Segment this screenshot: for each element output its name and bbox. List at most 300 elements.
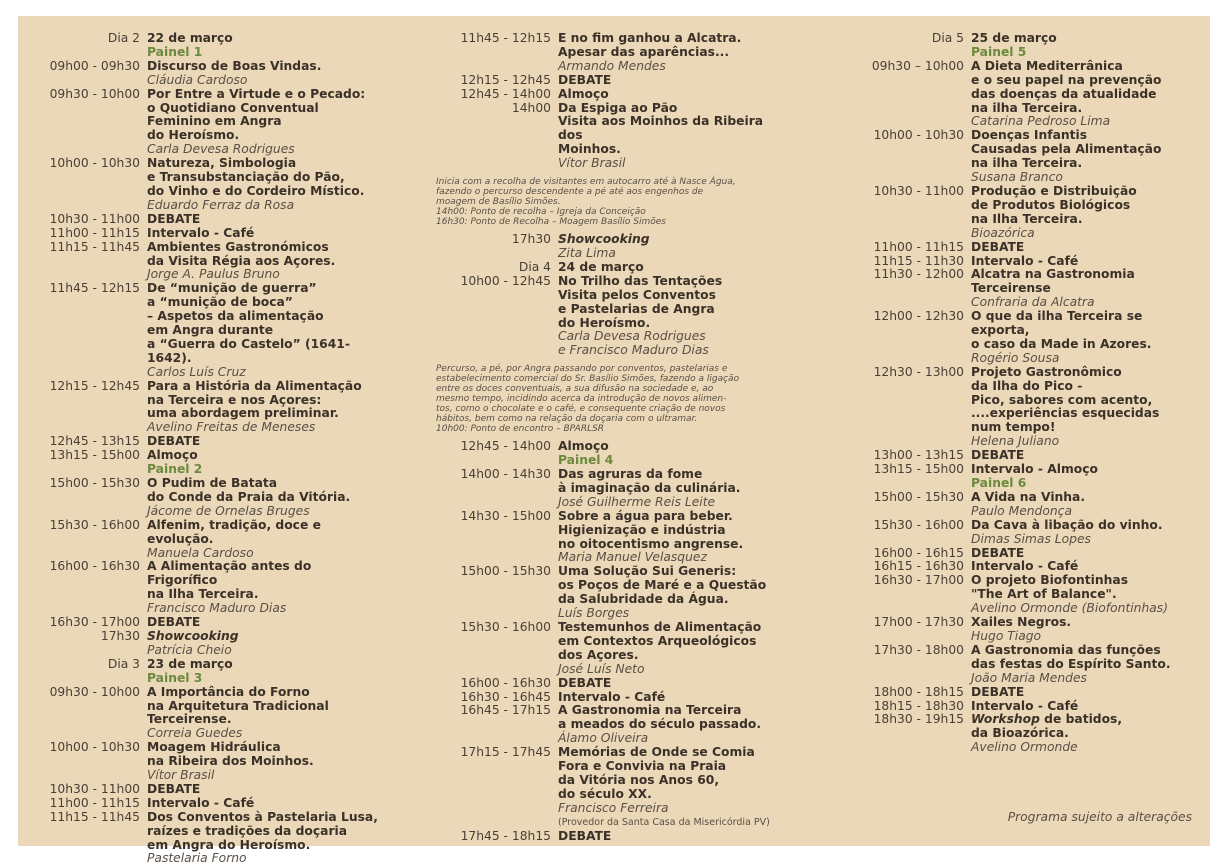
- session-time: 17h30: [511, 232, 551, 247]
- session-row: [436, 74, 788, 88]
- session-body: [551, 74, 788, 88]
- session-title: E no fim ganhou a Alcatra. Apesar das aparências...: [558, 31, 742, 59]
- session-title: Sobre a água para beber. Higienização e indústria no oitocentismo angrense.: [558, 508, 744, 551]
- session-row: [36, 241, 378, 283]
- session-row: [436, 275, 788, 358]
- session-title: Das agruras da fome à imaginação da culinária.: [558, 467, 741, 495]
- session-time: 11h00 - 11h15: [49, 225, 140, 240]
- session-title: Para a História da Alimentação na Terceira e nos Açores: uma abordagem preliminar.: [147, 378, 362, 421]
- session-time: 18h30 - 19h15: [873, 712, 964, 727]
- session-title: Dos Conventos à Pastelaria Lusa, raízes e tradições da doçaria em Angra do Heroísmo.: [147, 809, 378, 852]
- session-row: [36, 213, 378, 227]
- session-speaker: Catarina Pedroso Lima: [971, 114, 1111, 129]
- session-title: Projeto Gastronômico da Ilha do Pico - Pico, sabores com acento, ....experiências esquecidas num tempo!: [971, 364, 1160, 435]
- session-speaker: Helena Juliano: [971, 434, 1060, 449]
- session-row: [842, 185, 1194, 241]
- session-body: [140, 380, 378, 436]
- session-title: DEBATE: [558, 828, 612, 843]
- session-time: 16h45 - 17h15: [460, 703, 551, 718]
- day-label: Dia 3: [107, 656, 140, 671]
- session-row: [436, 677, 788, 691]
- session-row: [436, 102, 788, 172]
- session-time: 14h00 - 14h30: [460, 467, 551, 482]
- session-time: 17h00 - 17h30: [873, 615, 964, 630]
- session-time: 12h00 - 12h30: [873, 309, 964, 324]
- session-row: [436, 440, 788, 454]
- session-title: A Gastronomia das funções das festas do Espírito Santo.: [971, 642, 1171, 671]
- session-title: DEBATE: [558, 72, 612, 87]
- session-speaker: Maria Manuel Velasquez: [558, 550, 707, 565]
- session-body: [551, 565, 788, 621]
- session-time: 15h00 - 15h30: [460, 564, 551, 579]
- session-title: Produção e Distribuição de Produtos Biológicos na Ilha Terceira.: [971, 183, 1137, 226]
- session-body: [551, 261, 788, 275]
- session-row: [436, 468, 788, 510]
- session-time: 15h00 - 15h30: [49, 476, 140, 490]
- session-row: [36, 741, 378, 783]
- day-heading-row: [36, 32, 378, 46]
- session-row: [36, 227, 378, 241]
- session-body: [964, 46, 1194, 60]
- panel-heading: Painel 1: [147, 44, 203, 59]
- session-row: [36, 282, 378, 379]
- session-title: A Gastronomia na Terceira a meados do século passado.: [558, 703, 762, 732]
- panel-heading-row: [842, 477, 1194, 491]
- session-time: 12h30 - 13h00: [873, 364, 964, 379]
- column-1: [36, 32, 378, 866]
- session-title: DEBATE: [147, 211, 201, 226]
- session-body: [140, 463, 378, 477]
- session-body: [140, 477, 378, 519]
- session-title: Intervalo - Café: [147, 225, 255, 240]
- panel-heading: Painel 2: [147, 462, 203, 477]
- session-time: 14h30 - 15h00: [460, 508, 551, 523]
- session-row: [436, 233, 788, 261]
- session-speaker: Álamo Oliveira: [558, 731, 649, 746]
- session-title: Alfenim, tradição, doce e evolução.: [147, 517, 321, 546]
- session-body: [551, 830, 788, 844]
- session-time: 17h45 - 18h15: [460, 828, 551, 843]
- session-row: [842, 241, 1194, 255]
- session-title: [971, 713, 1194, 741]
- session-row: [436, 88, 788, 102]
- session-body: [964, 185, 1194, 241]
- session-time: 11h45 - 12h15: [460, 31, 551, 45]
- session-row: [436, 565, 788, 621]
- session-row: [36, 88, 378, 158]
- session-speaker: Armando Mendes: [558, 58, 666, 73]
- session-speaker: Jácome de Ornelas Bruges: [147, 503, 310, 518]
- session-speaker: Vítor Brasil: [558, 156, 626, 171]
- session-title: Da Espiga ao Pão Visita aos Moinhos da Ribeira dos Moinhos.: [558, 100, 764, 157]
- session-speaker: Manuela Cardoso: [147, 545, 254, 560]
- session-title: O Pudim de Batata do Conde da Praia da Vitória.: [147, 476, 351, 504]
- session-row: [436, 32, 788, 74]
- session-body: [140, 658, 378, 672]
- session-time: 11h15 - 11h45: [49, 809, 140, 824]
- session-time: 17h30: [100, 628, 140, 643]
- session-row: [842, 686, 1194, 700]
- session-body: [551, 275, 788, 358]
- session-body: [551, 102, 788, 172]
- session-title: DEBATE: [971, 684, 1025, 699]
- session-body: [140, 519, 378, 561]
- session-row: [36, 519, 378, 561]
- session-time: 11h15 - 11h45: [49, 239, 140, 254]
- session-body: [551, 677, 788, 691]
- session-row: [36, 630, 378, 658]
- session-row: [842, 616, 1194, 644]
- session-body: [964, 700, 1194, 714]
- session-title: [558, 233, 788, 247]
- session-body: [964, 713, 1194, 755]
- session-body: [964, 560, 1194, 574]
- session-row: [436, 691, 788, 705]
- session-row: [436, 746, 788, 829]
- session-title-rest: de batidos, da Bioazórica.: [971, 712, 1123, 741]
- session-time: 18h00 - 18h15: [873, 684, 964, 699]
- session-time: 10h30 - 11h00: [873, 183, 964, 198]
- session-row: [36, 380, 378, 436]
- session-time: 15h30 - 16h00: [460, 620, 551, 634]
- session-time: 10h00 - 12h45: [460, 273, 551, 288]
- session-row: [842, 310, 1194, 366]
- day-heading-row: [36, 658, 378, 672]
- session-body: [551, 510, 788, 566]
- session-row: [842, 129, 1194, 185]
- session-row: [842, 713, 1194, 755]
- session-speaker: Vítor Brasil: [147, 768, 215, 783]
- session-title: A Vida na Vinha.: [971, 489, 1086, 504]
- session-speaker: Carlos Luís Cruz: [147, 364, 246, 379]
- session-time: 17h15 - 17h45: [460, 745, 551, 760]
- session-body: [551, 704, 788, 746]
- session-row: [842, 366, 1194, 449]
- panel-heading-row: [36, 672, 378, 686]
- session-body: [140, 686, 378, 742]
- session-row: [436, 510, 788, 566]
- session-speaker: Luís Borges: [558, 606, 630, 621]
- session-speaker: Eduardo Ferraz da Rosa: [147, 197, 295, 212]
- day-heading-row: [436, 261, 788, 275]
- footer-note: Programa sujeito a alterações: [1007, 810, 1192, 824]
- panel-heading-row: [36, 463, 378, 477]
- session-speaker: Jorge A. Paulus Bruno: [147, 267, 280, 282]
- panel-heading-row: [842, 46, 1194, 60]
- session-body: [140, 213, 378, 227]
- session-title: Doenças Infantis Causadas pela Alimentação na ilha Terceira.: [971, 128, 1162, 171]
- session-time: 10h00 - 10h30: [873, 128, 964, 143]
- day-label: Dia 2: [107, 31, 140, 45]
- session-speaker: Francisco Maduro Dias: [147, 601, 287, 616]
- session-title: Intervalo - Café: [971, 559, 1079, 574]
- session-time: 12h15 - 12h45: [460, 72, 551, 87]
- session-title: [147, 630, 378, 644]
- session-row: [36, 783, 378, 797]
- session-body: [140, 783, 378, 797]
- session-body: [551, 440, 788, 454]
- session-speaker: Cláudia Cardoso: [147, 72, 248, 87]
- session-body: [964, 255, 1194, 269]
- session-speaker: Patrícia Cheio: [147, 642, 232, 657]
- session-title: Intervalo - Almoço: [971, 462, 1098, 477]
- session-title: Almoço: [558, 439, 609, 454]
- session-title: DEBATE: [558, 675, 612, 690]
- session-title: DEBATE: [971, 239, 1025, 254]
- session-time: 14h00: [511, 100, 551, 115]
- session-speaker: Paulo Mendonça: [971, 503, 1072, 518]
- session-time: 11h00 - 11h15: [49, 795, 140, 810]
- session-row: [842, 255, 1194, 269]
- session-time: 16h15 - 16h30: [873, 559, 964, 574]
- session-body: [140, 60, 378, 88]
- session-speaker: Rogério Sousa: [971, 350, 1060, 365]
- day-date: 24 de março: [558, 259, 644, 274]
- session-time: 13h15 - 15h00: [49, 448, 140, 463]
- session-time: 13h15 - 15h00: [873, 462, 964, 477]
- session-row: [842, 519, 1194, 547]
- session-title: Testemunhos de Alimentação em Contextos Arqueológicos dos Açores.: [558, 620, 762, 662]
- session-body: [964, 310, 1194, 366]
- session-time: 09h30 - 10h00: [49, 684, 140, 699]
- session-body: [551, 746, 788, 829]
- session-time: 11h00 - 11h15: [873, 239, 964, 254]
- session-body: [140, 227, 378, 241]
- session-time: 16h00 - 16h15: [873, 545, 964, 560]
- session-title: A Importância do Forno na Arquitetura Tradicional Terceirense.: [147, 684, 329, 727]
- session-title-italic: Showcooking: [147, 628, 239, 643]
- session-row: [436, 830, 788, 844]
- session-body: [551, 88, 788, 102]
- session-speaker: Bioazórica: [971, 225, 1035, 240]
- session-body: [964, 32, 1194, 46]
- session-time: 10h30 - 11h00: [49, 781, 140, 796]
- session-speaker: Dimas Simas Lopes: [971, 531, 1091, 546]
- panel-heading: Painel 4: [558, 453, 614, 468]
- session-speaker: Avelino Ormonde (Biofontinhas): [971, 601, 1169, 616]
- session-body: [140, 32, 378, 46]
- session-speaker: Francisco Ferreira: [558, 800, 669, 815]
- session-row: [36, 560, 378, 616]
- session-title: DEBATE: [971, 448, 1025, 463]
- session-body: [551, 454, 788, 468]
- session-title: Alcatra na Gastronomia Terceirense: [971, 267, 1135, 296]
- session-time: 17h30 - 18h00: [873, 642, 964, 657]
- speaker-affiliation: (Provedor da Santa Casa da Misericórdia PV): [558, 816, 770, 828]
- session-speaker: Zita Lima: [558, 245, 616, 260]
- session-speaker: Confraria da Alcatra: [971, 295, 1095, 310]
- session-body: [140, 560, 378, 616]
- session-body: [551, 233, 788, 261]
- session-row: [842, 463, 1194, 477]
- session-time: 10h00 - 10h30: [49, 156, 140, 171]
- session-row: [842, 60, 1194, 130]
- session-time: 09h00 - 09h30: [49, 58, 140, 73]
- session-body: [140, 616, 378, 630]
- session-body: [551, 691, 788, 705]
- session-title: Natureza, Simbologia e Transubstanciação do Pão, do Vinho e do Cordeiro Místico.: [147, 156, 365, 198]
- session-time: 16h00 - 16h30: [460, 675, 551, 690]
- session-title: No Trilho das Tentações Visita pelos Conventos e Pastelarias de Angra do Heroísmo.: [558, 273, 723, 330]
- session-row: [36, 60, 378, 88]
- session-title: O que da ilha Terceira se exporta, o caso da Made in Azores.: [971, 309, 1152, 351]
- session-body: [140, 630, 378, 658]
- panel-heading-row: [436, 454, 788, 468]
- session-time: 10h00 - 10h30: [49, 740, 140, 755]
- day-date: 25 de março: [971, 31, 1057, 45]
- day-heading-row: [842, 32, 1194, 46]
- session-title: A Alimentação antes do Frigorífico na Ilha Terceira.: [147, 559, 312, 602]
- session-body: [964, 463, 1194, 477]
- session-title: Intervalo - Café: [971, 698, 1079, 713]
- session-time: 13h00 - 13h15: [873, 448, 964, 463]
- session-row: [842, 449, 1194, 463]
- session-body: [964, 644, 1194, 686]
- session-body: [140, 157, 378, 213]
- session-body: [140, 449, 378, 463]
- column-2: [436, 32, 788, 844]
- session-title: Ambientes Gastronómicos da Visita Régia aos Açores.: [147, 239, 336, 268]
- session-time: 15h30 - 16h00: [49, 517, 140, 532]
- session-speaker: Correia Guedes: [147, 726, 243, 741]
- session-note: Inicia com a recolha de visitantes em autocarro até à Nasce Água, fazendo o percurso descendente a pé até aos engenhos de moagem de Basílio Simões. 14h00: Ponto de recolha – Igreja da Conceição 16h30: Ponto de Recolha – Moagem Basílio Simões: [436, 177, 736, 228]
- session-row: [36, 797, 378, 811]
- session-speaker: Carla Devesa Rodrigues: [147, 142, 295, 157]
- session-speaker: Avelino Freitas de Meneses: [147, 420, 316, 435]
- session-body: [140, 741, 378, 783]
- session-title: O projeto Biofontinhas "The Art of Balance".: [971, 573, 1129, 602]
- session-body: [964, 477, 1194, 491]
- session-time: 12h45 - 14h00: [460, 439, 551, 454]
- panel-heading: Painel 3: [147, 670, 203, 685]
- session-body: [964, 519, 1194, 547]
- panel-heading: Painel 6: [971, 476, 1027, 490]
- session-title: Memórias de Onde se Comia Fora e Convivia na Praia da Vitória nos Anos 60, do século XX.: [558, 745, 755, 801]
- session-body: [140, 282, 378, 379]
- session-time: 09h30 – 10h00: [871, 58, 964, 73]
- session-title: Intervalo - Café: [147, 795, 255, 810]
- session-time: 10h30 - 11h00: [49, 211, 140, 226]
- session-time: 11h15 - 11h30: [873, 253, 964, 268]
- session-title: Da Cava à libação do vinho.: [971, 517, 1163, 532]
- session-time: 15h30 - 16h00: [873, 517, 964, 532]
- session-row: [842, 491, 1194, 519]
- session-title: Por Entre a Virtude e o Pecado: o Quotidiano Conventual Feminino em Angra do Heroísmo.: [147, 86, 366, 143]
- session-body: [964, 616, 1194, 644]
- session-body: [140, 241, 378, 283]
- session-body: [964, 366, 1194, 449]
- column-3: [842, 32, 1194, 755]
- session-body: [964, 686, 1194, 700]
- session-body: [964, 574, 1194, 616]
- session-speaker: José Luís Neto: [558, 661, 645, 676]
- session-body: [140, 797, 378, 811]
- session-speaker: Pastelaria Forno: [147, 851, 247, 866]
- session-row: [36, 477, 378, 519]
- session-time: 18h15 - 18h30: [873, 698, 964, 713]
- session-row: [36, 449, 378, 463]
- session-speaker: Susana Branco: [971, 170, 1063, 185]
- session-title-italic: Showcooking: [558, 232, 650, 247]
- day-label: Dia 4: [518, 259, 551, 274]
- session-row: [842, 547, 1194, 561]
- session-title-italic: Workshop: [971, 712, 1040, 727]
- session-body: [964, 491, 1194, 519]
- session-title: DEBATE: [147, 615, 201, 630]
- session-body: [551, 468, 788, 510]
- session-time: 11h30 - 12h00: [873, 267, 964, 282]
- session-body: [964, 449, 1194, 463]
- session-title: Moagem Hidráulica na Ribeira dos Moinhos.: [147, 740, 314, 769]
- panel-heading: Painel 5: [971, 44, 1027, 59]
- session-title: DEBATE: [147, 434, 201, 449]
- session-title: De “munição de guerra” a “munição de boca” – Aspetos da alimentação em Angra durante a “Guerra do Castelo” (1641-1642).: [147, 281, 350, 365]
- session-row: [842, 574, 1194, 616]
- session-row: [36, 435, 378, 449]
- session-title: Xailes Negros.: [971, 615, 1072, 630]
- session-body: [140, 88, 378, 158]
- session-speaker: José Guilherme Reis Leite: [558, 494, 716, 509]
- session-row: [436, 621, 788, 677]
- session-title: Intervalo - Café: [971, 253, 1079, 268]
- session-title: Almoço: [147, 448, 198, 463]
- session-title: Uma Solução Sui Generis: os Poços de Maré e a Questão da Salubridade da Água.: [558, 564, 767, 607]
- session-body: [551, 621, 788, 677]
- session-body: [964, 60, 1194, 130]
- session-row: [436, 704, 788, 746]
- session-row: [36, 616, 378, 630]
- session-time: 16h00 - 16h30: [49, 559, 140, 574]
- session-time: 09h30 - 10h00: [49, 86, 140, 101]
- session-title: Intervalo - Café: [558, 689, 666, 704]
- day-date: 23 de março: [147, 656, 233, 671]
- day-label: Dia 5: [931, 31, 964, 45]
- session-time: 16h30 - 17h00: [49, 615, 140, 630]
- panel-heading-row: [36, 46, 378, 60]
- session-body: [140, 46, 378, 60]
- session-title: A Dieta Mediterrânica e o seu papel na prevenção das doenças da atualidade na ilha Terceira.: [971, 58, 1162, 115]
- session-speaker: Avelino Ormonde: [971, 740, 1078, 755]
- session-row: [842, 560, 1194, 574]
- session-speaker: Hugo Tiago: [971, 628, 1042, 643]
- session-row: [36, 157, 378, 213]
- session-row: [842, 700, 1194, 714]
- day-date: 22 de março: [147, 31, 233, 45]
- session-body: [551, 32, 788, 74]
- session-time: 12h45 - 13h15: [49, 434, 140, 449]
- session-time: 16h30 - 16h45: [460, 689, 551, 704]
- session-body: [964, 268, 1194, 310]
- session-time: 16h30 - 17h00: [873, 573, 964, 588]
- session-body: [140, 435, 378, 449]
- session-row: [36, 686, 378, 742]
- session-title: DEBATE: [971, 545, 1025, 560]
- session-time: 12h45 - 14h00: [460, 86, 551, 101]
- session-speaker: João Maria Mendes: [971, 670, 1087, 685]
- session-body: [964, 547, 1194, 561]
- session-row: [842, 644, 1194, 686]
- session-note: Percurso, a pé, por Angra passando por conventos, pastelarias e estabelecimento comercial do Sr. Basílio Simões, fazendo a ligação entre os doces conventuais, a sua difusão na sociedade e, ao mesmo tempo, incidindo acerca da introdução de novos alimen- tos, como o chocolate e o café, e consequente criação de novos hábitos, bem como na relação da doçaria com o ultramar. 10h00: Ponto de encontro – BPARLSR: [436, 364, 740, 435]
- session-time: 15h00 - 15h30: [873, 489, 964, 504]
- session-speaker: Carla Devesa Rodrigues e Francisco Maduro Dias: [558, 329, 709, 358]
- session-title: DEBATE: [147, 781, 201, 796]
- session-body: [964, 241, 1194, 255]
- session-body: [140, 672, 378, 686]
- program-sheet: [18, 16, 1210, 866]
- session-body: [964, 129, 1194, 185]
- session-time: 12h15 - 12h45: [49, 378, 140, 393]
- session-title: Discurso de Boas Vindas.: [147, 58, 322, 73]
